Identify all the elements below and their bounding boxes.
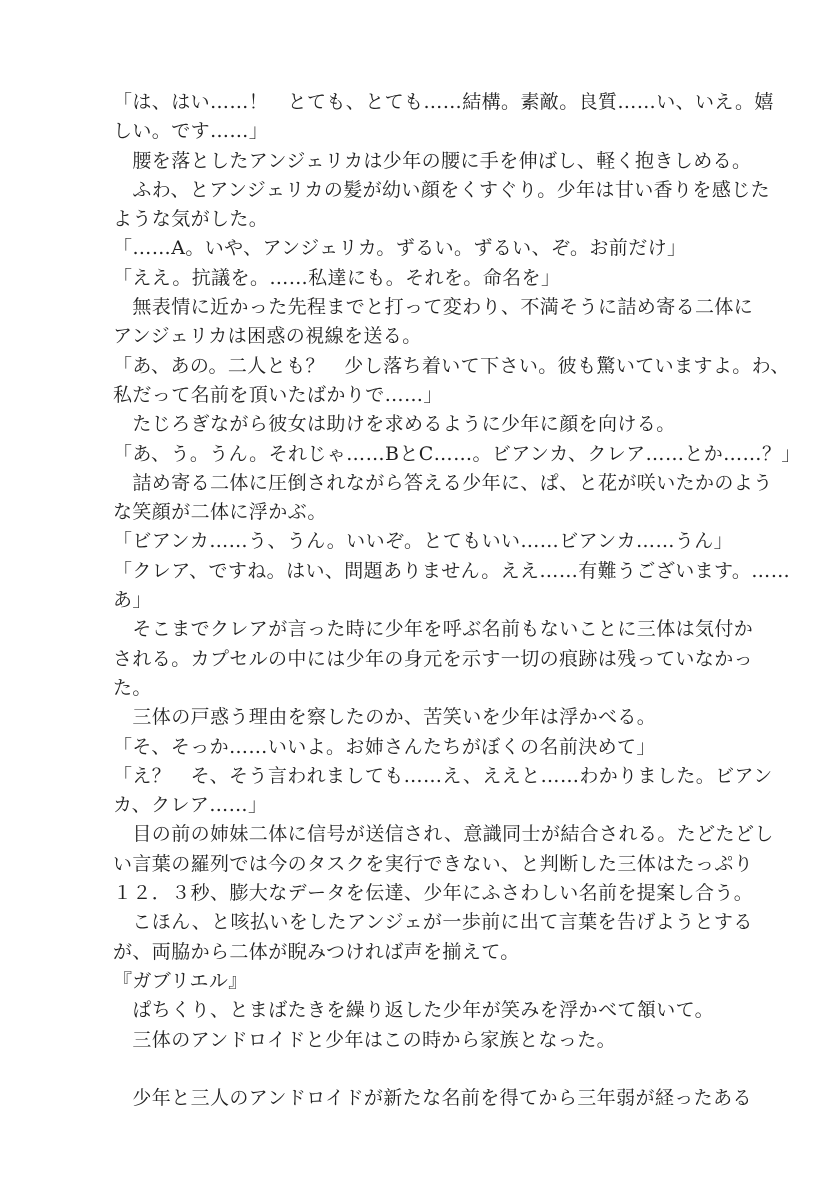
text-line: 三体のアンドロイドと少年はこの時から家族となった。 (113, 1028, 617, 1051)
text-line: される。カプセルの中には少年の身元を示す一切の痕跡は残っていなかっ (113, 647, 754, 670)
text-line: 「え？ そ、そう言われましても……え、ええと……わかりました。ビアン (113, 764, 773, 787)
text-line: 少年と三人のアンドロイドが新たな名前を得てから三年弱が経ったある (113, 1087, 752, 1110)
text-line: 「……A。いや、アンジェリカ。ずるい。ずるい、ぞ。お前だけ」 (113, 237, 687, 260)
text-line: 詰め寄る二体に圧倒されながら答える少年に、ぱ、と花が咲いたかのよう (113, 471, 773, 494)
text-line: 『ガブリエル』 (113, 969, 248, 992)
text-line: こほん、と咳払いをしたアンジェが一歩前に出て言葉を告げようとする (113, 911, 753, 934)
text-line: 三体の戸惑う理由を察したのか、苦笑いを少年は浮かべる。 (113, 706, 657, 729)
text-line: 「あ、あの。二人とも？ 少し落ち着いて下さい。彼も驚いていますよ。わ、 (113, 354, 790, 377)
text-line: アンジェリカは困惑の視線を送る。 (113, 325, 422, 348)
text-line: 私だって名前を頂いたばかりで……」 (113, 383, 443, 406)
text-line: 「ええ。抗議を。……私達にも。それを。命名を」 (113, 266, 561, 289)
text-line: な笑顔が二体に浮かぶ。 (113, 501, 327, 524)
text-line: そこまでクレアが言った時に少年を呼ぶ名前もないことに三体は気付か (113, 618, 754, 641)
text-line: 「クレア、ですね。はい、問題ありません。ええ……有難うございます。…… (113, 559, 791, 582)
text-line: １２．３秒、膨大なデータを伝達、少年にふさわしい名前を提案し合う。 (113, 882, 754, 905)
body-text (113, 88, 801, 1113)
text-line: い言葉の羅列では今のタスクを実行できない、と判断した三体はたっぷり (113, 852, 754, 875)
text-line: が、両脇から二体が睨みつければ声を揃えて。 (113, 940, 520, 963)
text-line: ような気がした。 (113, 208, 269, 231)
text-line: 無表情に近かった先程までと打って変わり、不満そうに詰め寄る二体に (113, 296, 754, 319)
text-line: ぱちくり、とまばたきを繰り返した少年が笑みを浮かべて頷いて。 (113, 999, 715, 1022)
text-line: 「は、はい……！ とても、とても……結構。素敵。良質……い、いえ。嬉 (113, 91, 774, 113)
text-line: ふわ、とアンジェリカの髪が幼い顔をくすぐり。少年は甘い香りを感じた (113, 178, 771, 201)
text-line: しい。です……」 (113, 120, 269, 143)
text-line: 目の前の姉妹二体に信号が送信され、意識同士が結合される。たどたどし (113, 823, 774, 846)
text-line: 「あ、う。うん。それじゃ……BとC……。ビアンカ、クレア……とか……？」 (113, 442, 801, 465)
text-line: た。 (113, 676, 152, 699)
text-line: たじろぎながら彼女は助けを求めるように少年に顔を向ける。 (113, 413, 676, 436)
text-line: 「そ、そっか……いいよ。お姉さんたちがぼくの名前決めて」 (113, 735, 656, 758)
text-line: 「ビアンカ……う、うん。いいぞ。とてもいい……ビアンカ……うん」 (113, 530, 734, 553)
text-line: 腰を落としたアンジェリカは少年の腰に手を伸ばし、軽く抱きしめる。 (113, 149, 752, 172)
text-line: カ、クレア……」 (113, 794, 268, 817)
blank-line (113, 1055, 733, 1084)
text-line: あ」 (113, 589, 152, 612)
